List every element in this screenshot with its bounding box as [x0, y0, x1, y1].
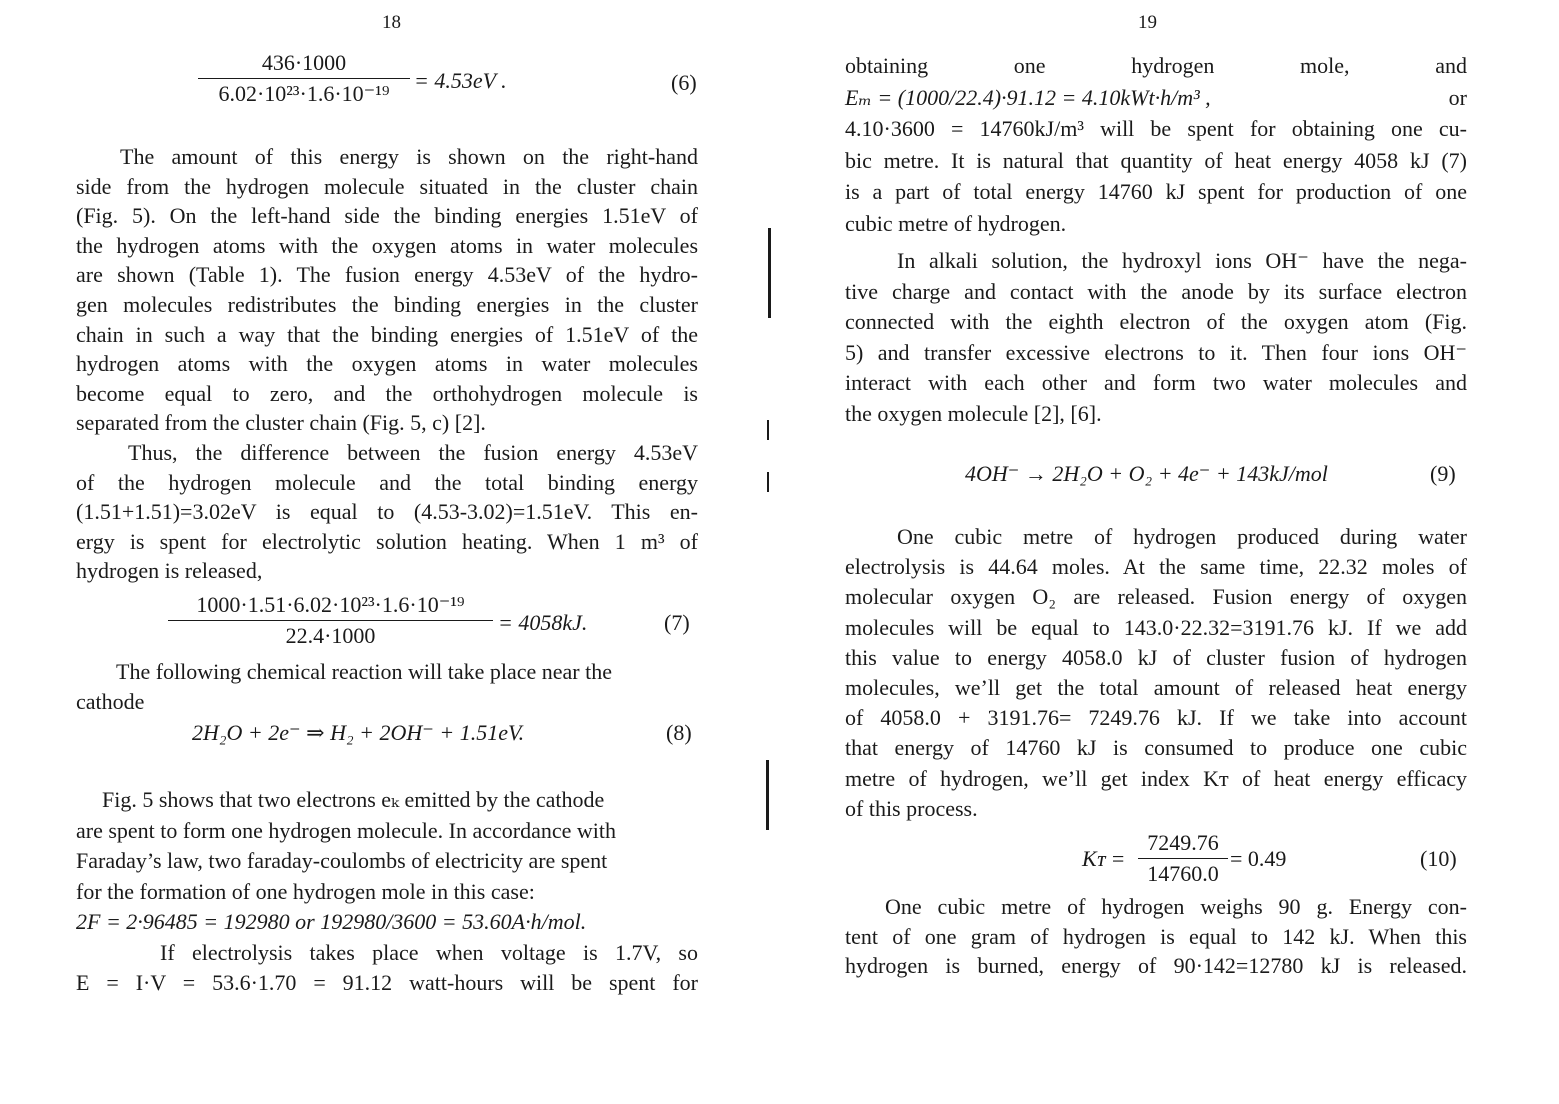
scan-mark: [766, 760, 769, 830]
text-line: One cubic metre of hydrogen produced during water: [897, 524, 1467, 549]
text-line: cathode: [76, 688, 145, 714]
equation-10-fraction: [1138, 830, 1228, 887]
eq6-numerator: 436·1000: [261, 50, 347, 75]
page-number: 19: [1138, 12, 1157, 33]
eq9-number: (9): [1430, 461, 1456, 486]
equation-7-fraction: [168, 592, 493, 649]
text-line: this value to energy 4058.0 kJ of cluster fusion of hydrogen: [845, 644, 1467, 670]
equation-8: 2H₂O + 2e⁻ ⇒ H₂ + 2OH⁻ + 1.51eV.: [192, 720, 525, 745]
text-line: connected with the eighth electron of the oxygen atom (Fig.: [845, 309, 1467, 334]
text-line: interact with each other and form two water molecules and: [845, 370, 1467, 395]
text-line: hydrogen atoms with the oxygen atoms in water molecules: [76, 351, 698, 377]
text-line: tive charge and contact with the anode by its surface electron: [845, 278, 1467, 304]
text-line: One cubic metre of hydrogen weighs 90 g. Energy con-: [885, 894, 1467, 919]
text-line: Eₘ = (1000/22.4)·91.12 = 4.10kWt·h/m³ ,: [845, 84, 1211, 110]
paragraph: [845, 50, 1467, 239]
text-line: tent of one gram of hydrogen is equal to 142 kJ. When this: [845, 923, 1467, 949]
text-line: If electrolysis takes place when voltage is 1.7V, so: [160, 939, 698, 965]
eq7-numerator: 1000·1.51·6.02·10²³·1.6·10⁻¹⁹: [196, 592, 465, 617]
text-line: hydrogen is burned, energy of 90·142=12780 kJ is released.: [845, 953, 1467, 979]
text-line: bic metre. It is natural that quantity of heat energy 4058 kJ (7): [845, 147, 1467, 173]
eq10-lhs: Kᴛ =: [1082, 846, 1126, 871]
text-line: for the formation of one hydrogen mole in this case:: [76, 878, 535, 904]
scan-mark: [768, 228, 771, 318]
text-line: become equal to zero, and the orthohydrogen molecule is: [76, 380, 698, 406]
text-line: the hydrogen atoms with the oxygen atoms in water molecules: [76, 232, 698, 258]
text-line: molecular oxygen O₂ are released. Fusion energy of oxygen: [845, 584, 1467, 610]
paragraph: [76, 657, 698, 716]
text-line: of this process.: [845, 795, 978, 821]
paragraph: [845, 522, 1467, 824]
eq8-number: (8): [666, 720, 692, 745]
paragraph: [76, 785, 698, 999]
equation-9: 4OH⁻ → 2H₂O + O₂ + 4e⁻ + 143kJ/mol: [965, 461, 1328, 486]
eq6-number: (6): [671, 70, 697, 95]
text-line: are shown (Table 1). The fusion energy 4.53eV of the hydro-: [76, 262, 698, 288]
text-line: E = I·V = 53.6·1.70 = 91.12 watt-hours will be spent for: [76, 970, 698, 995]
eq7-denominator: 22.4·1000: [285, 623, 376, 648]
paragraph: [845, 892, 1467, 981]
text-line: 4.10·3600 = 14760kJ/m³ will be spent for obtaining one cu-: [845, 116, 1467, 141]
text-line: molecules will be equal to 143.0·22.32=3191.76 kJ. If we add: [845, 614, 1467, 640]
text-line: or: [1448, 84, 1467, 110]
paragraph: [845, 246, 1467, 429]
text-line: that energy of 14760 kJ is consumed to produce one cubic: [845, 735, 1467, 761]
text-line: of the hydrogen molecule and the total binding energy: [76, 469, 698, 495]
text-line: (1.51+1.51)=3.02eV is equal to (4.53-3.02)=1.51eV. This en-: [76, 499, 698, 525]
text-line: Faraday’s law, two faraday-coulombs of electricity are spent: [76, 848, 608, 873]
text-line: hydrogen is released,: [76, 558, 263, 584]
text-line: side from the hydrogen molecule situated in the cluster chain: [76, 173, 698, 199]
eq10-rhs: = 0.49: [1230, 846, 1287, 871]
text-line: In alkali solution, the hydroxyl ions OH⁻ have the nega-: [897, 248, 1467, 273]
text-line: 5) and transfer excessive electrons to it. Then four ions OH⁻: [845, 339, 1467, 365]
text-line: obtaining one hydrogen mole, and: [845, 53, 1467, 78]
text-line: are spent to form one hydrogen molecule. In accordance with: [76, 817, 617, 843]
paragraph: [76, 142, 698, 438]
text-line: electrolysis is 44.64 moles. At the same time, 22.32 moles of: [845, 554, 1467, 580]
text-line: (Fig. 5). On the left-hand side the binding energies 1.51eV of: [76, 203, 698, 229]
scan-mark: [767, 420, 769, 440]
text-line: separated from the cluster chain (Fig. 5, c) [2].: [76, 410, 486, 436]
text-line: The amount of this energy is shown on the right-hand: [120, 144, 698, 169]
text-line: molecules, we’ll get the total amount of released heat energy: [845, 675, 1467, 701]
page-number: 18: [382, 12, 401, 33]
text-line: 2F = 2·96485 = 192980 or 192980/3600 = 53.60A·h/mol.: [76, 909, 587, 934]
text-line: Thus, the difference between the fusion energy 4.53eV: [128, 440, 698, 465]
eq6-rhs: = 4.53eV .: [414, 68, 507, 93]
eq10-number: (10): [1420, 846, 1457, 871]
text-line: Fig. 5 shows that two electrons eₖ emitted by the cathode: [102, 787, 605, 812]
text-line: is a part of total energy 14760 kJ spent for production of one: [845, 179, 1467, 204]
right-page: [780, 0, 1559, 1104]
eq7-number: (7): [664, 610, 690, 635]
paragraph: [76, 438, 698, 586]
eq10-denominator: 14760.0: [1147, 861, 1219, 886]
text-line: ergy is spent for electrolytic solution heating. When 1 m³ of: [76, 528, 698, 554]
equation-6-fraction: [198, 50, 410, 107]
eq7-rhs: = 4058kJ.: [498, 610, 588, 635]
eq10-numerator: 7249.76: [1147, 830, 1219, 855]
text-line: the oxygen molecule [2], [6].: [845, 400, 1102, 426]
text-line: of 4058.0 + 3191.76= 7249.76 kJ. If we take into account: [845, 705, 1467, 731]
text-line: cubic metre of hydrogen.: [845, 210, 1067, 236]
scan-mark: [767, 472, 769, 492]
eq6-denominator: 6.02·10²³·1.6·10⁻¹⁹: [218, 81, 390, 106]
text-line: chain in such a way that the binding energies of 1.51eV of the: [76, 321, 698, 347]
text-line: The following chemical reaction will take place near the: [116, 659, 612, 684]
text-line: gen molecules redistributes the binding energies in the cluster: [76, 291, 698, 317]
text-line: metre of hydrogen, we’ll get index Kᴛ of heat energy efficacy: [845, 765, 1467, 791]
